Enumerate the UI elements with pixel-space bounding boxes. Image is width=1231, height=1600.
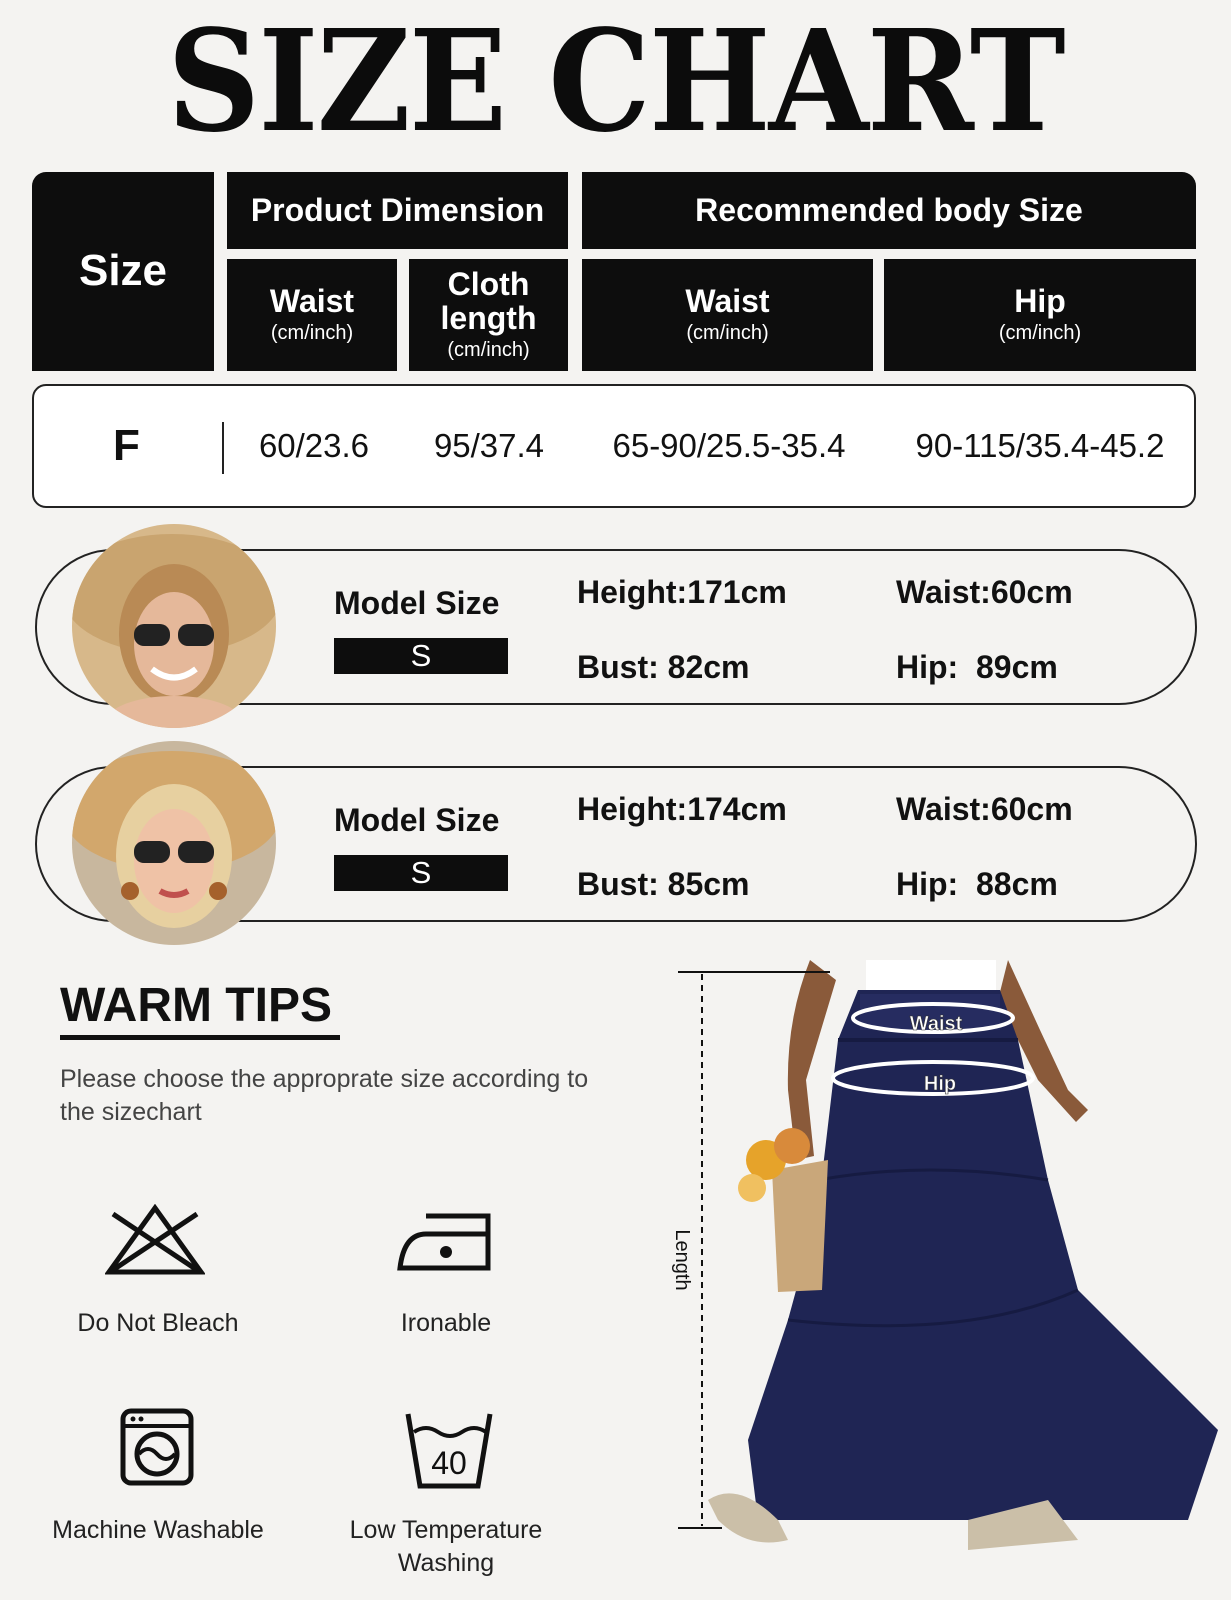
col-waist-header: Waist (cm/inch) [227, 259, 397, 371]
model-bust: Bust: 85cm [577, 866, 750, 902]
recommended-size-header: Recommended body Size [582, 172, 1196, 249]
length-measure-label: Length [671, 1229, 693, 1291]
machine-wash-icon [120, 1408, 194, 1486]
col-body-hip-header: Hip (cm/inch) [884, 259, 1196, 371]
heading-underline [60, 1035, 340, 1040]
model-bust: Bust: 82cm [577, 649, 750, 685]
size-value: F [113, 421, 140, 470]
model-hip: Hip: 89cm [896, 649, 1058, 685]
model-size-badge: S [334, 638, 508, 674]
size-row [32, 384, 1196, 508]
warm-tips-heading: WARM TIPS [60, 979, 332, 1032]
body-waist-value: 65-90/25.5-35.4 [612, 427, 846, 464]
model-photo-1 [72, 524, 276, 728]
model-hip: Hip: 88cm [896, 866, 1058, 902]
svg-text:40: 40 [431, 1445, 467, 1481]
wash-40-icon [404, 1410, 494, 1490]
iron-icon [396, 1210, 496, 1272]
model-size-badge: S [334, 855, 508, 891]
care-label: Ironable [400, 1309, 492, 1337]
product-dimension-header: Product Dimension [227, 172, 568, 249]
model-height: Height:174cm [577, 791, 787, 827]
model-height: Height:171cm [577, 574, 787, 610]
care-label: Do Not Bleach [77, 1309, 239, 1337]
model-waist: Waist:60cm [896, 791, 1073, 827]
skirt-product-image [668, 960, 1228, 1600]
model-photo-2 [72, 741, 276, 945]
body-hip-value: 90-115/35.4-45.2 [915, 427, 1165, 464]
size-header: Size [32, 172, 214, 371]
page-title: SIZE CHART [167, 0, 1064, 164]
divider [222, 422, 224, 474]
col-body-waist-header: Waist (cm/inch) [582, 259, 873, 371]
care-label: Low Temperature Washing [349, 1516, 543, 1577]
hip-measure-label: Hip [923, 1073, 957, 1095]
col-length-header: Cloth length (cm/inch) [409, 259, 568, 371]
waist-value: 60/23.6 [258, 427, 370, 464]
model-size-label: Model Size [334, 802, 500, 838]
length-value: 95/37.4 [433, 427, 545, 464]
warm-tips-text: Please choose the approprate size according to the sizechart [60, 1065, 589, 1126]
care-label: Machine Washable [52, 1516, 264, 1544]
no-bleach-icon [105, 1204, 205, 1276]
waist-measure-label: Waist [909, 1013, 963, 1035]
model-size-label: Model Size [334, 585, 500, 621]
model-waist: Waist:60cm [896, 574, 1073, 610]
